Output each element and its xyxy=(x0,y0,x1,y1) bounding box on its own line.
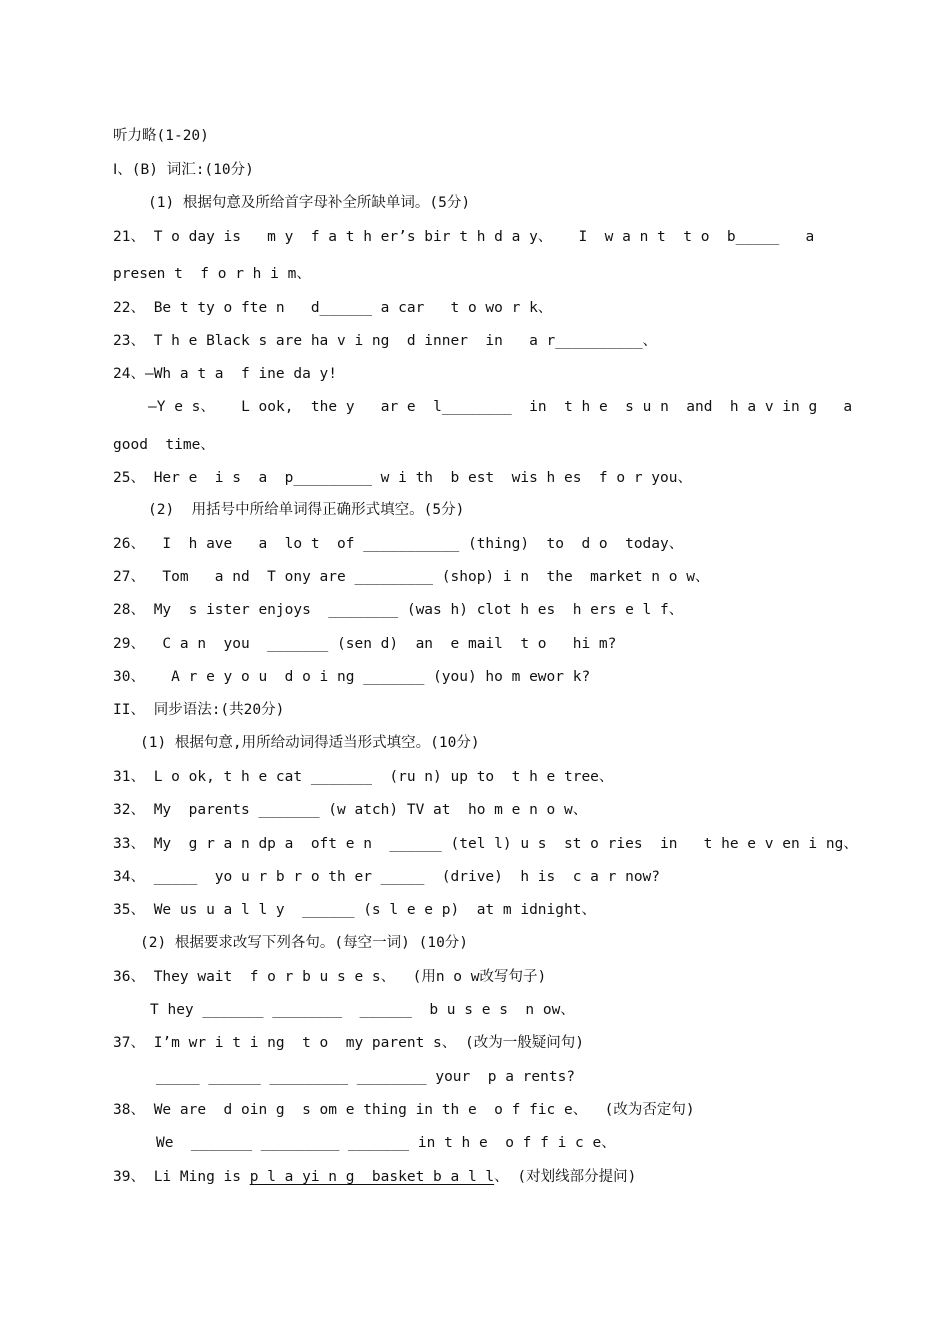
question-28: 28、 My s ister enjoys ________ (was h) clot h es h ers e l f、 xyxy=(113,602,684,618)
question-25: 25、 Her e i s a p_________ w i th b est wis h es f o r you、 xyxy=(113,470,692,486)
section-2-heading: II、 同步语法:(共20分) xyxy=(113,702,285,718)
question-22: 22、 Be t ty o fte n d______ a car t o wo r k、 xyxy=(113,300,553,316)
question-35: 35、 We us u a l l y ______ (s l e e p) at m idnight、 xyxy=(113,902,596,918)
question-36: 36、 They wait f o r b u s e s、 (用n o w改写句子) xyxy=(113,969,547,985)
question-33: 33、 My g r a n dp a oft e n ______ (tel l) u s st o ries in t he e v en i ng、 xyxy=(113,836,858,852)
question-39-underlined: p l a yi n g basket b a l l xyxy=(249,1169,495,1185)
subsection-1-heading: (1) 根据句意及所给首字母补全所缺单词。(5分) xyxy=(148,195,471,211)
question-37-answer: _____ ______ _________ ________ your p a rents? xyxy=(156,1069,576,1085)
subsection-2-1-heading: (1) 根据句意,用所给动词得适当形式填空。(10分) xyxy=(140,735,480,751)
question-21-cont: presen t f o r h i m、 xyxy=(113,266,311,282)
question-38: 38、 We are d oin g s om e thing in th e o f fic e、 (改为否定句) xyxy=(113,1102,695,1118)
question-29: 29、 C a n you _______ (sen d) an e mail t o hi m? xyxy=(113,636,617,652)
question-24-reply: —Y e s、 L ook, the y ar e l________ in t h e s u n and h a v in g a xyxy=(148,399,853,415)
subsection-2-heading: (2) 用括号中所给单词得正确形式填空。(5分) xyxy=(148,502,465,518)
section-1-heading: Ⅰ、(B) 词汇:(10分) xyxy=(113,162,254,178)
question-39-prefix: 39、 Li Ming is xyxy=(113,1169,250,1185)
question-31: 31、 L o ok, t h e cat _______ (ru n) up to t h e tree、 xyxy=(113,769,614,785)
question-32: 32、 My parents _______ (w atch) TV at ho m e n o w、 xyxy=(113,802,588,818)
question-24: 24、—Wh a t a f ine da y! xyxy=(113,366,338,382)
question-23: 23、 T h e Black s are ha v i ng d inner in a r__________、 xyxy=(113,333,658,349)
question-34: 34、 _____ yo u r b r o th er _____ (drive) h is c a r now? xyxy=(113,869,661,885)
question-30: 30、 A r e y o u d o i ng _______ (you) ho m ewor k? xyxy=(113,669,591,685)
listening-note: 听力略(1-20) xyxy=(113,128,209,144)
question-21: 21、 T o day is m y f a t h er’s bir t h d a y、 I w a n t t o b_____ a xyxy=(113,229,815,245)
question-39-suffix: 、 (对划线部分提问) xyxy=(494,1169,637,1185)
question-36-answer: T hey _______ ________ ______ b u s e s n ow、 xyxy=(150,1002,575,1018)
question-26: 26、 I h ave a lo t of ___________ (thing) to d o today、 xyxy=(113,536,684,552)
question-27: 27、 Tom a nd T ony are _________ (shop) i n the market n o w、 xyxy=(113,569,710,585)
question-39 xyxy=(113,1167,636,1187)
subsection-2-2-heading: (2) 根据要求改写下列各句。(每空一词) (10分) xyxy=(140,935,469,951)
question-24-cont: good time、 xyxy=(113,437,215,453)
question-38-answer: We _______ _________ _______ in t h e o f f i c e、 xyxy=(156,1135,616,1151)
question-37: 37、 I’m wr i t i ng t o my parent s、 (改为一般疑问句) xyxy=(113,1035,584,1051)
